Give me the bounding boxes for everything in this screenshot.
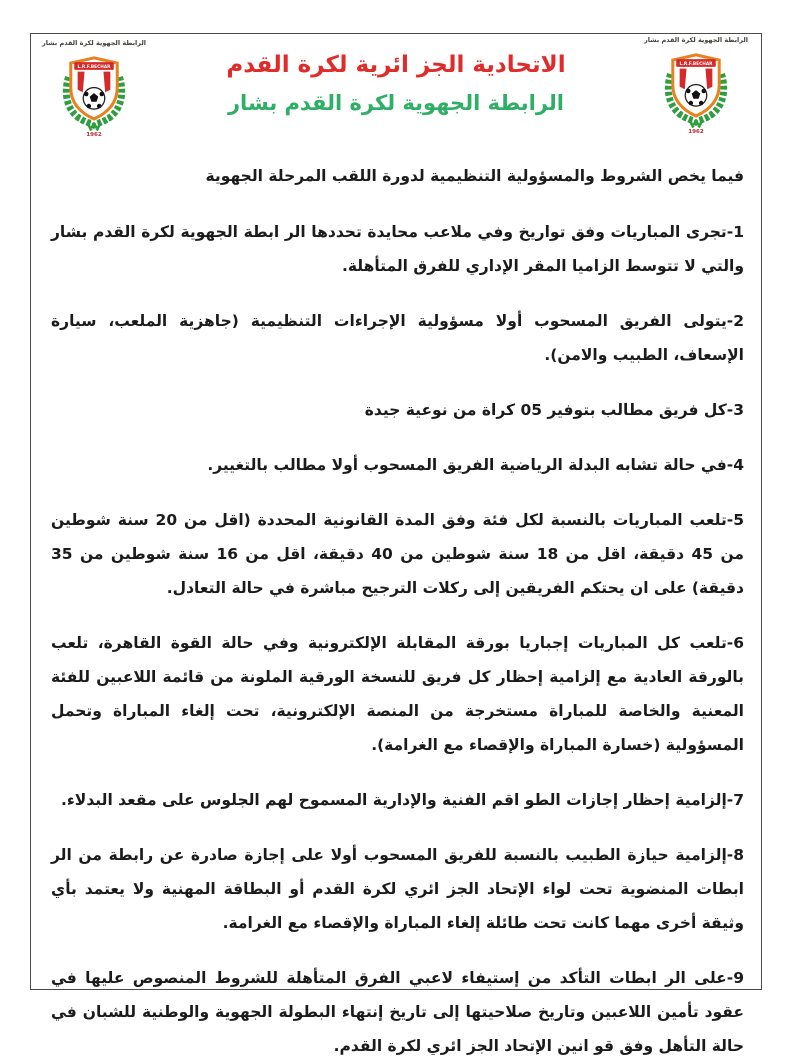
federation-title: الاتحادية الجز ائرية لكرة القدم <box>226 52 566 78</box>
document-body <box>31 159 761 1063</box>
league-title: الرابطة الجهوية لكرة القدم بشار <box>227 91 565 115</box>
rule-item-2: 2-يتولى الفريق المسحوب أولا مسؤولية الإجراءات التنظيمية (جاهزية الملعب، سيارة الإسعاف، الطبيب والامن). <box>51 312 744 364</box>
rule-item-8: 8-إلزامية حيازة الطبيب بالنسبة للفريق المسحوب أولا على إجازة صادرة عن رابطة من الر ابطات المنضوية تحت لواء الإتحاد الجز ائري لكرة القدم أو البطاقة المهنية ولا يعتمد بأي وثيقة أخرى مهما كانت تحت طائلة إلغاء المباراة والإقصاء مع الغرامة. <box>51 846 744 932</box>
rule-item-4: 4-في حالة تشابه البدلة الرياضية الفريق المسحوب أولا مطالب بالتغيير. <box>207 456 744 474</box>
rule-item-5: 5-تلعب المباريات بالنسبة لكل فئة وفق المدة القانونية المحددة (اقل من 20 سنة شوطين من 45 دقيقة، اقل من 18 سنة شوطين من 40 دقيقة، اقل من 16 سنة شوطين من 35 دقيقة) على ان يحتكم الفريقين إلى ركلات الترجيح مباشرة في حالة التعادل. <box>51 511 744 597</box>
club-logo-right <box>637 36 755 137</box>
document-frame <box>30 33 762 1055</box>
rule-item-1: 1-تجرى المباريات وفق تواريخ وفي ملاعب محايدة تحددها الر ابطة الجهوية لكرة القدم بشار والتي لا تتوسط الزاميا المقر الإداري للفرق المتأهلة. <box>51 223 744 275</box>
rule-item-3: 3-كل فريق مطالب بتوفير 05 كراة من نوعية جيدة <box>364 401 744 419</box>
logo-caption-right: الرابطة الجهوية لكرة القدم بشار <box>643 36 748 44</box>
rule-item-7: 7-إلزامية إحظار إجازات الطو اقم الفنية والإدارية المسموح لهم الجلوس على مقعد البدلاء. <box>61 791 744 809</box>
intro-line: فيما يخص الشروط والمسؤولية التنظيمية لدورة اللقب المرحلة الجهوية <box>205 167 744 185</box>
club-crest-icon <box>51 48 137 140</box>
club-logo-left <box>35 39 153 140</box>
rule-item-9: 9-على الر ابطات التأكد من إستيفاء لاعبي الفرق المتأهلة للشروط المنصوص عليها في عقود تأمين اللاعبين وتاريخ صلاحيتها إلى تاريخ إنتهاء البطولة الجهوية والوطنية للشبان في حالة التأهل وفق قو انين الإتحاد الجز ائري لكرة القدم. <box>51 969 744 1055</box>
rule-item-6: 6-تلعب كل المباريات إجباريا بورقة المقابلة الإلكترونية وفي حالة القوة القاهرة، تلعب بالورقة العادية مع إلزامية إحظار كل فريق للنسخة الورقية الملونة من قائمة اللاعبين للفئة المعنية والخاصة للمباراة مستخرجة من المنصة الإلكترونية، تحت إلغاء المباراة وتحمل المسؤولية (خسارة المباراة والإقصاء مع الغرامة). <box>51 634 744 754</box>
club-crest-icon <box>653 45 739 137</box>
logo-caption-left: الرابطة الجهوية لكرة القدم بشار <box>41 39 146 47</box>
